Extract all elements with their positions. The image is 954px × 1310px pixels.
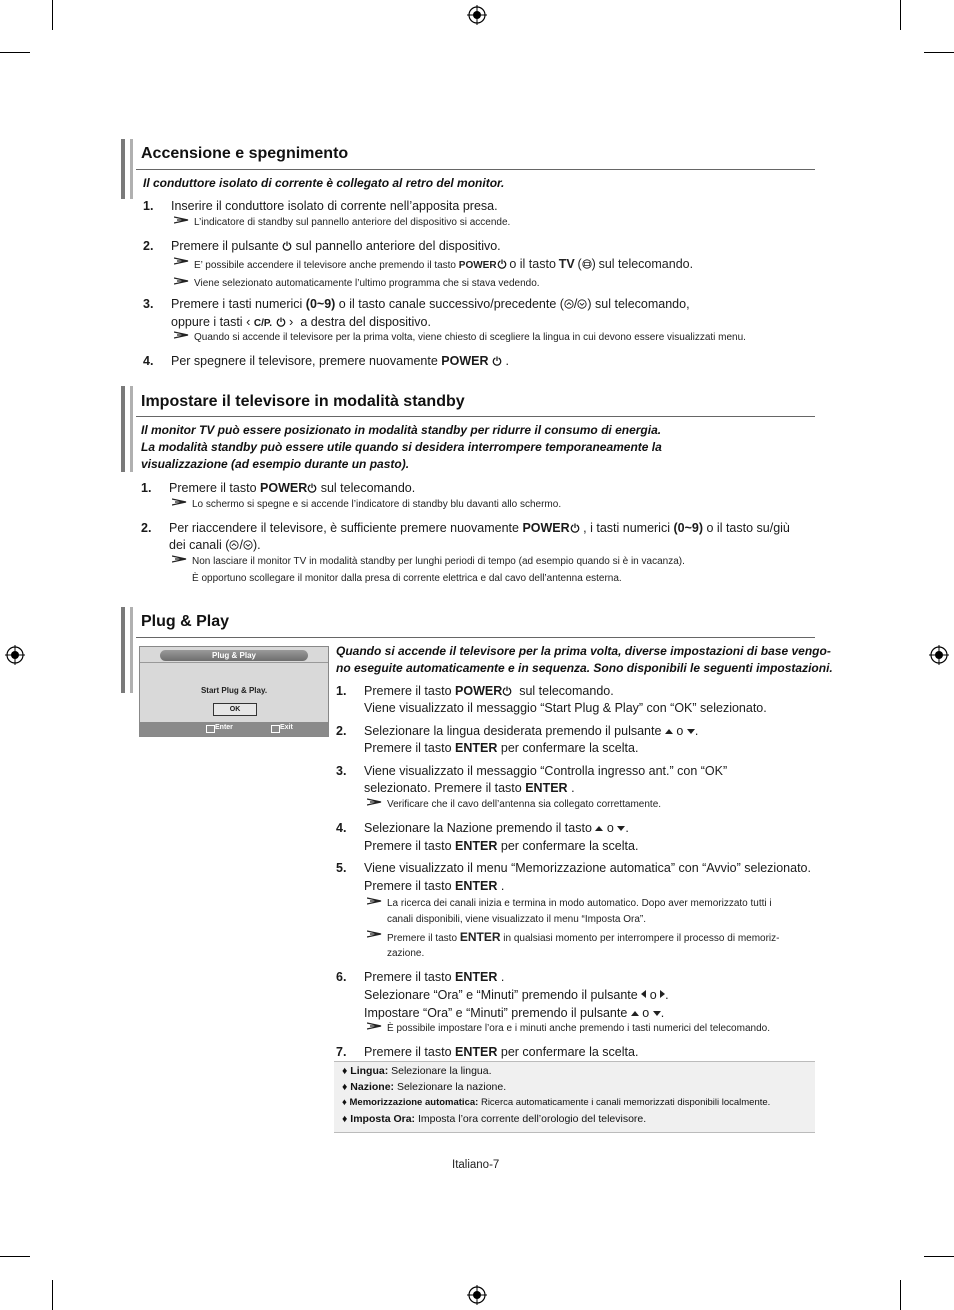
registration-mark-icon bbox=[5, 645, 25, 665]
osd-enter-label: Enter bbox=[215, 724, 233, 731]
section-intro: Il monitor TV può essere posizionato in modalità standby per ridurre il consumo di energia. La modalità standby può essere utile quando si desidera interrompere temporaneamente la visualizzazione (ad esempio durante un pasto). bbox=[141, 423, 662, 471]
osd-screenshot bbox=[139, 646, 329, 737]
power-icon bbox=[570, 523, 580, 533]
section-bar bbox=[130, 139, 133, 199]
section-title: Impostare il televisore in modalità standby bbox=[141, 393, 465, 410]
osd-title-bar: Plug & Play bbox=[160, 650, 308, 661]
section-title: Accensione e spegnimento bbox=[141, 145, 349, 162]
arrow-note-icon bbox=[367, 896, 383, 906]
arrow-note-icon bbox=[367, 1021, 383, 1031]
down-arrow-icon bbox=[653, 1011, 661, 1016]
arrow-note-icon bbox=[174, 276, 190, 286]
crop-mark bbox=[52, 1280, 53, 1310]
crop-mark bbox=[900, 0, 901, 30]
down-arrow-icon bbox=[687, 729, 695, 734]
chevron-right-icon: › bbox=[289, 314, 294, 329]
left-arrow-icon bbox=[641, 990, 646, 998]
chevron-left-icon: ‹ bbox=[246, 314, 251, 329]
section-intro: Il conduttore isolato di corrente è collegato al retro del monitor. bbox=[143, 176, 505, 190]
section-bar bbox=[130, 386, 133, 472]
arrow-note-icon bbox=[174, 215, 190, 225]
arrow-note-icon bbox=[367, 797, 383, 807]
osd-message: Start Plug & Play. bbox=[200, 686, 268, 695]
summary-item: ♦ Imposta Ora: Imposta l’ora corrente dell’orologio del televisore. bbox=[342, 1113, 647, 1125]
section-bar bbox=[121, 386, 125, 472]
enter-icon bbox=[206, 725, 215, 733]
crop-mark bbox=[924, 1256, 954, 1257]
osd-footer bbox=[140, 722, 328, 736]
arrow-note-icon bbox=[367, 929, 383, 939]
summary-item: ♦ Lingua: Selezionare la lingua. bbox=[342, 1065, 492, 1077]
arrow-note-icon bbox=[172, 554, 188, 564]
settings-summary bbox=[334, 1061, 815, 1133]
power-icon bbox=[492, 356, 502, 366]
section-rule bbox=[136, 637, 815, 638]
section-rule bbox=[136, 416, 815, 417]
channel-down-icon bbox=[243, 540, 253, 550]
channel-up-icon bbox=[229, 540, 239, 550]
section-title: Plug & Play bbox=[141, 613, 230, 630]
power-icon bbox=[497, 259, 507, 269]
exit-icon bbox=[271, 725, 280, 733]
page-number: Italiano-7 bbox=[452, 1159, 500, 1171]
up-arrow-icon bbox=[631, 1011, 639, 1016]
power-icon bbox=[307, 483, 317, 493]
osd-exit-label: Exit bbox=[280, 724, 293, 731]
up-arrow-icon bbox=[665, 729, 673, 734]
channel-down-icon bbox=[577, 299, 587, 309]
section-bar bbox=[121, 139, 125, 199]
up-arrow-icon bbox=[595, 826, 603, 831]
power-icon bbox=[282, 241, 292, 251]
power-icon bbox=[276, 317, 286, 327]
power-icon bbox=[502, 686, 512, 696]
crop-mark bbox=[0, 1256, 30, 1257]
step-number: 1. bbox=[143, 199, 154, 213]
section-intro: Quando si accende il televisore per la prima volta, diverse impostazioni di base vengo- no eseguite automaticamente e in sequenza. Sono disponibili le seguenti impostazioni. bbox=[336, 644, 833, 675]
tv-button-icon bbox=[582, 259, 592, 269]
osd-ok-button[interactable]: OK bbox=[213, 703, 257, 716]
summary-item: ♦ Nazione: Selezionare la nazione. bbox=[342, 1081, 507, 1093]
crop-mark bbox=[52, 0, 53, 30]
arrow-note-icon bbox=[174, 330, 190, 340]
arrow-note-icon bbox=[174, 256, 190, 266]
summary-item: ♦ Memorizzazione automatica: Ricerca automaticamente i canali memorizzati disponibili localmente. bbox=[342, 1097, 771, 1108]
crop-mark bbox=[0, 52, 30, 53]
registration-mark-icon bbox=[467, 1285, 487, 1305]
section-rule bbox=[136, 169, 815, 170]
step-text: Inserire il conduttore isolato di corrente nell’apposita presa. bbox=[171, 199, 498, 213]
registration-mark-icon bbox=[467, 5, 487, 25]
crop-mark bbox=[900, 1280, 901, 1310]
registration-mark-icon bbox=[929, 645, 949, 665]
section-bar bbox=[130, 607, 133, 693]
crop-mark bbox=[924, 52, 954, 53]
osd-header-stripe bbox=[140, 662, 328, 663]
section-bar bbox=[121, 607, 125, 693]
channel-up-icon bbox=[564, 299, 574, 309]
arrow-note-icon bbox=[172, 497, 188, 507]
